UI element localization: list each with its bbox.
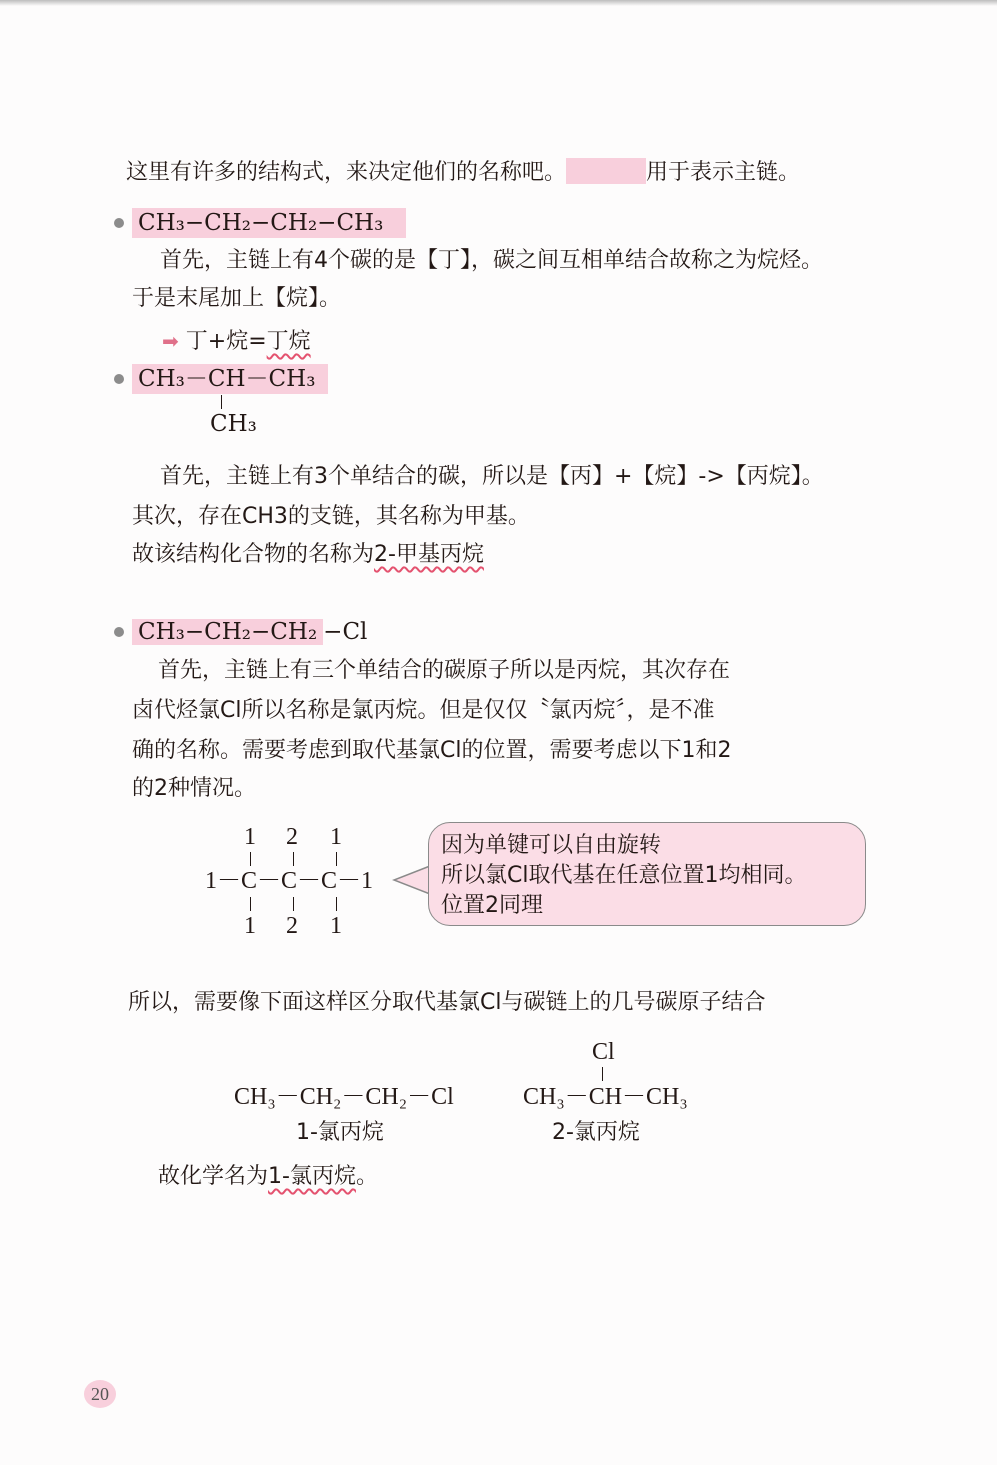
formula-isobutane-main: CH₃－CH－CH₃ (132, 364, 328, 394)
example1-result (162, 326, 311, 357)
diagram-top-1b: 1 (330, 824, 342, 850)
example3-line4: 的2种情况。 (132, 776, 256, 801)
bond-line (336, 897, 337, 911)
bullet-icon (114, 218, 124, 228)
page-number: 20 (84, 1380, 116, 1408)
final-prefix: 故化学名为 (158, 1164, 269, 1189)
diagram-bottom-1b: 1 (330, 913, 342, 939)
intro-line (126, 158, 800, 188)
result-prefix: 丁+烷= (185, 329, 267, 354)
bond-line (221, 395, 222, 409)
example3-line2: 卤代烃氯Cl所以名称是氯丙烷。但是仅仅〝氯丙烷〞，是不准 (132, 698, 715, 723)
bond-line (336, 852, 337, 866)
example1-line2: 于是末尾加上【烷】。 (132, 286, 342, 311)
callout-pointer (392, 864, 432, 896)
diagram-bottom-2: 2 (286, 913, 298, 939)
bond-line (293, 852, 294, 866)
callout-line1: 因为单键可以自由旋转 (441, 833, 662, 858)
example2-line3 (132, 540, 484, 570)
bullet-icon (114, 374, 124, 384)
conclusion-line: 所以，需要像下面这样区分取代基氯Cl与碳链上的几号碳原子结合 (128, 990, 766, 1015)
arrow-right-icon: ➡ (162, 329, 179, 353)
result-name-butane: 丁烷 (266, 329, 311, 354)
name-2-methylpropane: 2-甲基丙烷 (374, 542, 484, 567)
example2-line1: 首先，主链上有3个单结合的碳，所以是【丙】+【烷】->【丙烷】。 (160, 464, 824, 489)
formula-isobutane-branch: CH₃ (210, 411, 257, 437)
bond-line (602, 1067, 603, 1081)
diagram-middle-row: 1－C－C－C－1 (205, 868, 374, 894)
final-name: 1-氯丙烷 (268, 1164, 356, 1189)
example2-line2: 其次，存在CH3的支链，其名称为甲基。 (132, 504, 530, 529)
isomer2-formula: CH₃－CH－CH₃ (523, 1084, 688, 1110)
page-top-edge (0, 0, 997, 6)
example3-line3: 确的名称。需要考虑到取代基氯Cl的位置，需要考虑以下1和2 (132, 738, 732, 763)
isomer1-formula: CH₃－CH₂－CH₂－Cl (234, 1084, 454, 1110)
bond-line (293, 897, 294, 911)
bond-line (250, 897, 251, 911)
bullet-icon (114, 627, 124, 637)
isomer2-name: 2-氯丙烷 (552, 1120, 640, 1145)
callout-line3: 位置2同理 (441, 893, 543, 918)
formula-chloropropane-cl: −Cl (323, 619, 368, 645)
callout-box (428, 822, 866, 926)
callout-line2: 所以氯Cl取代基在任意位置1均相同。 (441, 863, 807, 888)
example2-line3-prefix: 故该结构化合物的名称为 (132, 542, 375, 567)
final-suffix: 。 (355, 1164, 378, 1189)
diagram-top-2: 2 (286, 824, 298, 850)
isomer2-cl: Cl (592, 1039, 615, 1065)
example3-line1: 首先，主链上有三个单结合的碳原子所以是丙烷，其次存在 (158, 658, 731, 683)
isomer1-name: 1-氯丙烷 (296, 1120, 384, 1145)
intro-text-before: 这里有许多的结构式，来决定他们的名称吧。 (126, 160, 567, 185)
diagram-bottom-1a: 1 (244, 913, 256, 939)
formula-butane: CH₃−CH₂−CH₂−CH₃ (132, 208, 406, 238)
highlight-legend-swatch (566, 158, 646, 184)
final-line (158, 1162, 378, 1192)
diagram-top-1a: 1 (244, 824, 256, 850)
formula-chloropropane-main: CH₃−CH₂−CH₂ (132, 619, 323, 645)
formula-chloropropane (132, 617, 367, 647)
example1-line1: 首先，主链上有4个碳的是【丁】，碳之间互相单结合故称之为烷烃。 (160, 248, 823, 273)
intro-text-after: 用于表示主链。 (646, 160, 801, 185)
bond-line (250, 852, 251, 866)
